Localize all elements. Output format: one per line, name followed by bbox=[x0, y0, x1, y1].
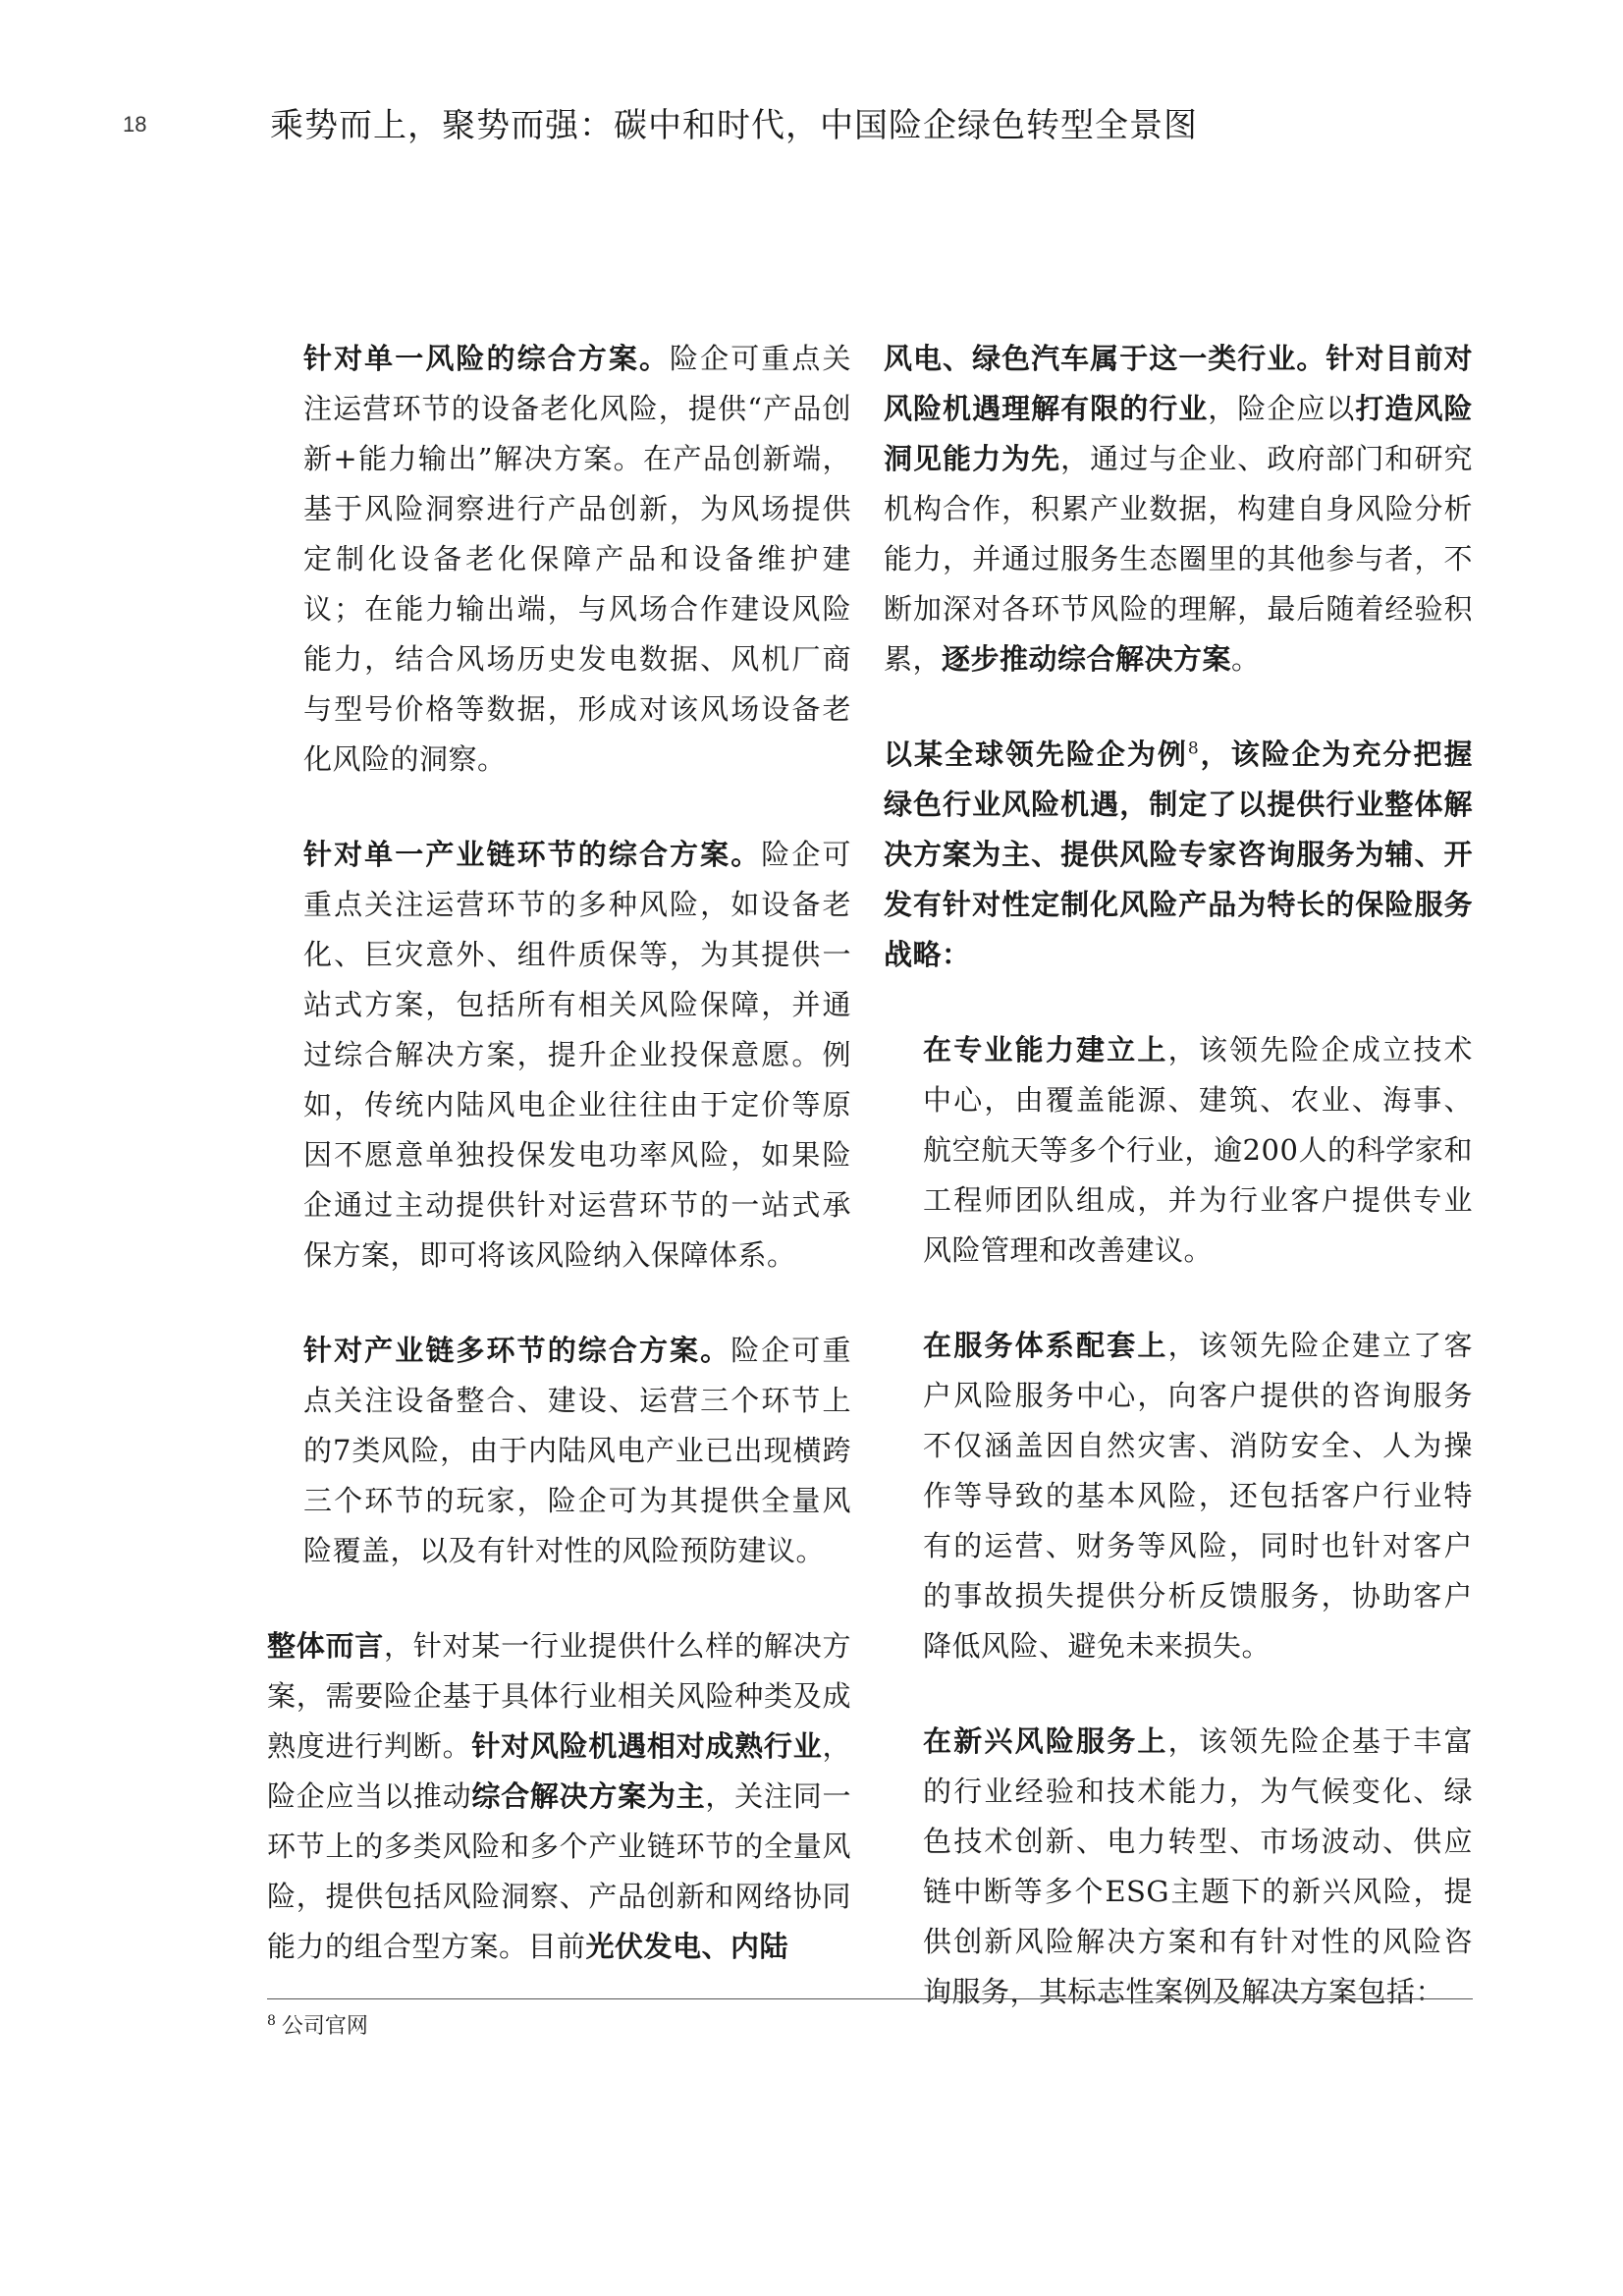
paragraph-body: ，该领先险企建立了客户风险服务中心，向客户提供的咨询服务不仅涵盖因自然灾害、消防安全、人为操作等导致的基本风险，还包括客户行业特有的运营、财务等风险，同时也针对客户的事故损失提供分析反馈服务，协助客户降低风险、避免未来损失。 bbox=[923, 1329, 1473, 1663]
paragraph-overall-summary bbox=[267, 1621, 851, 1972]
bold-text: 以某全球领先险企为例 bbox=[884, 738, 1188, 771]
bold-text: 针对风险机遇相对成熟行业 bbox=[471, 1729, 823, 1763]
paragraph-emerging-risk bbox=[884, 1717, 1473, 2017]
footnote bbox=[267, 2009, 368, 2040]
bold-text: ，该险企为充分把握绿色行业风险机遇，制定了以提供行业整体解决方案为主、提供风险专家咨询服务为辅、开发有针对性定制化风险产品为特长的保险服务战略： bbox=[884, 738, 1473, 971]
paragraph-body: 险企可重点关注运营环节的设备老化风险，提供“产品创新+能力输出”解决方案。在产品创新端，基于风险洞察进行产品创新，为风场提供定制化设备老化保障产品和设备维护建议；在能力输出端，与风场合作建设风险能力，结合风场历史发电数据、风机厂商与型号价格等数据，形成对该风场设备老化风险的洞察。 bbox=[303, 342, 851, 776]
right-column bbox=[884, 334, 1473, 2062]
paragraph-body: 险企可重点关注设备整合、建设、运营三个环节上的7类风险，由于内陆风电产业已出现横跨三个环节的玩家，险企可为其提供全量风险覆盖，以及有针对性的风险预防建议。 bbox=[303, 1334, 851, 1567]
paragraph-professional-capability bbox=[884, 1025, 1473, 1276]
paragraph-single-chain-solution bbox=[267, 830, 851, 1281]
paragraph-service-system bbox=[884, 1321, 1473, 1671]
footnote-reference[interactable]: 8 bbox=[1187, 738, 1200, 759]
paragraph-heading: 针对单一产业链环节的综合方案。 bbox=[303, 838, 762, 871]
bold-text: 综合解决方案为主 bbox=[471, 1779, 706, 1813]
paragraph-heading: 在专业能力建立上 bbox=[923, 1033, 1168, 1066]
paragraph-global-insurer-example bbox=[884, 730, 1473, 980]
body-text: ，险企应以 bbox=[1208, 392, 1356, 425]
bold-text: 整体而言 bbox=[267, 1629, 385, 1663]
body-text: ，关注同一环节上的多类风险和多个产业链环节的全量风险，提供包括风险洞察、产品创新和网络协同能力的组合型方案。目前 bbox=[267, 1779, 851, 1963]
footnote-text: 公司官网 bbox=[281, 2014, 368, 2039]
body-text: ，针对某一行业提供什么样的解决方案，需要险企基于具体行业相关风险种类及成熟度进行判断。 bbox=[267, 1629, 851, 1763]
page-number: 18 bbox=[123, 112, 147, 137]
paragraph-body: ，该领先险企成立技术中心，由覆盖能源、建筑、农业、海事、航空航天等多个行业，逾200人的科学家和工程师团队组成，并为行业客户提供专业风险管理和改善建议。 bbox=[923, 1033, 1473, 1267]
paragraph-body: ，该领先险企基于丰富的行业经验和技术能力，为气候变化、绿色技术创新、电力转型、市场波动、供应链中断等多个ESG主题下的新兴风险，提供创新风险解决方案和有针对性的风险咨询服务，其标志性案例及解决方案包括： bbox=[923, 1724, 1473, 2008]
paragraph-multi-chain-solution bbox=[267, 1326, 851, 1576]
bold-text: 打造风险洞见能力为先 bbox=[884, 392, 1473, 475]
body-text: ，通过与企业、政府部门和研究机构合作，积累产业数据，构建自身风险分析能力，并通过服务生态圈里的其他参与者，不断加深对各环节风险的理解，最后随着经验积累， bbox=[884, 442, 1473, 676]
paragraph-heading: 针对产业链多环节的综合方案。 bbox=[303, 1334, 731, 1367]
running-title: 乘势而上，聚势而强：碳中和时代，中国险企绿色转型全景图 bbox=[270, 106, 1198, 145]
paragraph-heading: 在服务体系配套上 bbox=[923, 1329, 1168, 1362]
bold-text: 逐步推动综合解决方案 bbox=[942, 642, 1232, 676]
body-text: 。 bbox=[1231, 642, 1261, 676]
body-text: ，险企应当以推动 bbox=[267, 1729, 851, 1813]
paragraph-continued bbox=[884, 334, 1473, 684]
paragraph-single-risk-solution bbox=[267, 334, 851, 785]
left-column bbox=[267, 334, 851, 2017]
paragraph-body: 险企可重点关注运营环节的多种风险，如设备老化、巨灾意外、组件质保等，为其提供一站式方案，包括所有相关风险保障，并通过综合解决方案，提升企业投保意愿。例如，传统内陆风电企业往往由于定价等原因不愿意单独投保发电功率风险，如果险企通过主动提供针对运营环节的一站式承保方案，即可将该风险纳入保障体系。 bbox=[303, 838, 851, 1272]
footnote-divider bbox=[267, 1998, 1473, 1999]
paragraph-heading: 在新兴风险服务上 bbox=[923, 1724, 1168, 1758]
footnote-number: 8 bbox=[267, 2012, 276, 2029]
paragraph-heading: 针对单一风险的综合方案。 bbox=[303, 342, 671, 375]
bold-text: 风电、绿色汽车属于这一类行业。针对目前对风险机遇理解有限的行业 bbox=[884, 342, 1473, 425]
bold-text: 光伏发电、内陆 bbox=[585, 1930, 789, 1963]
